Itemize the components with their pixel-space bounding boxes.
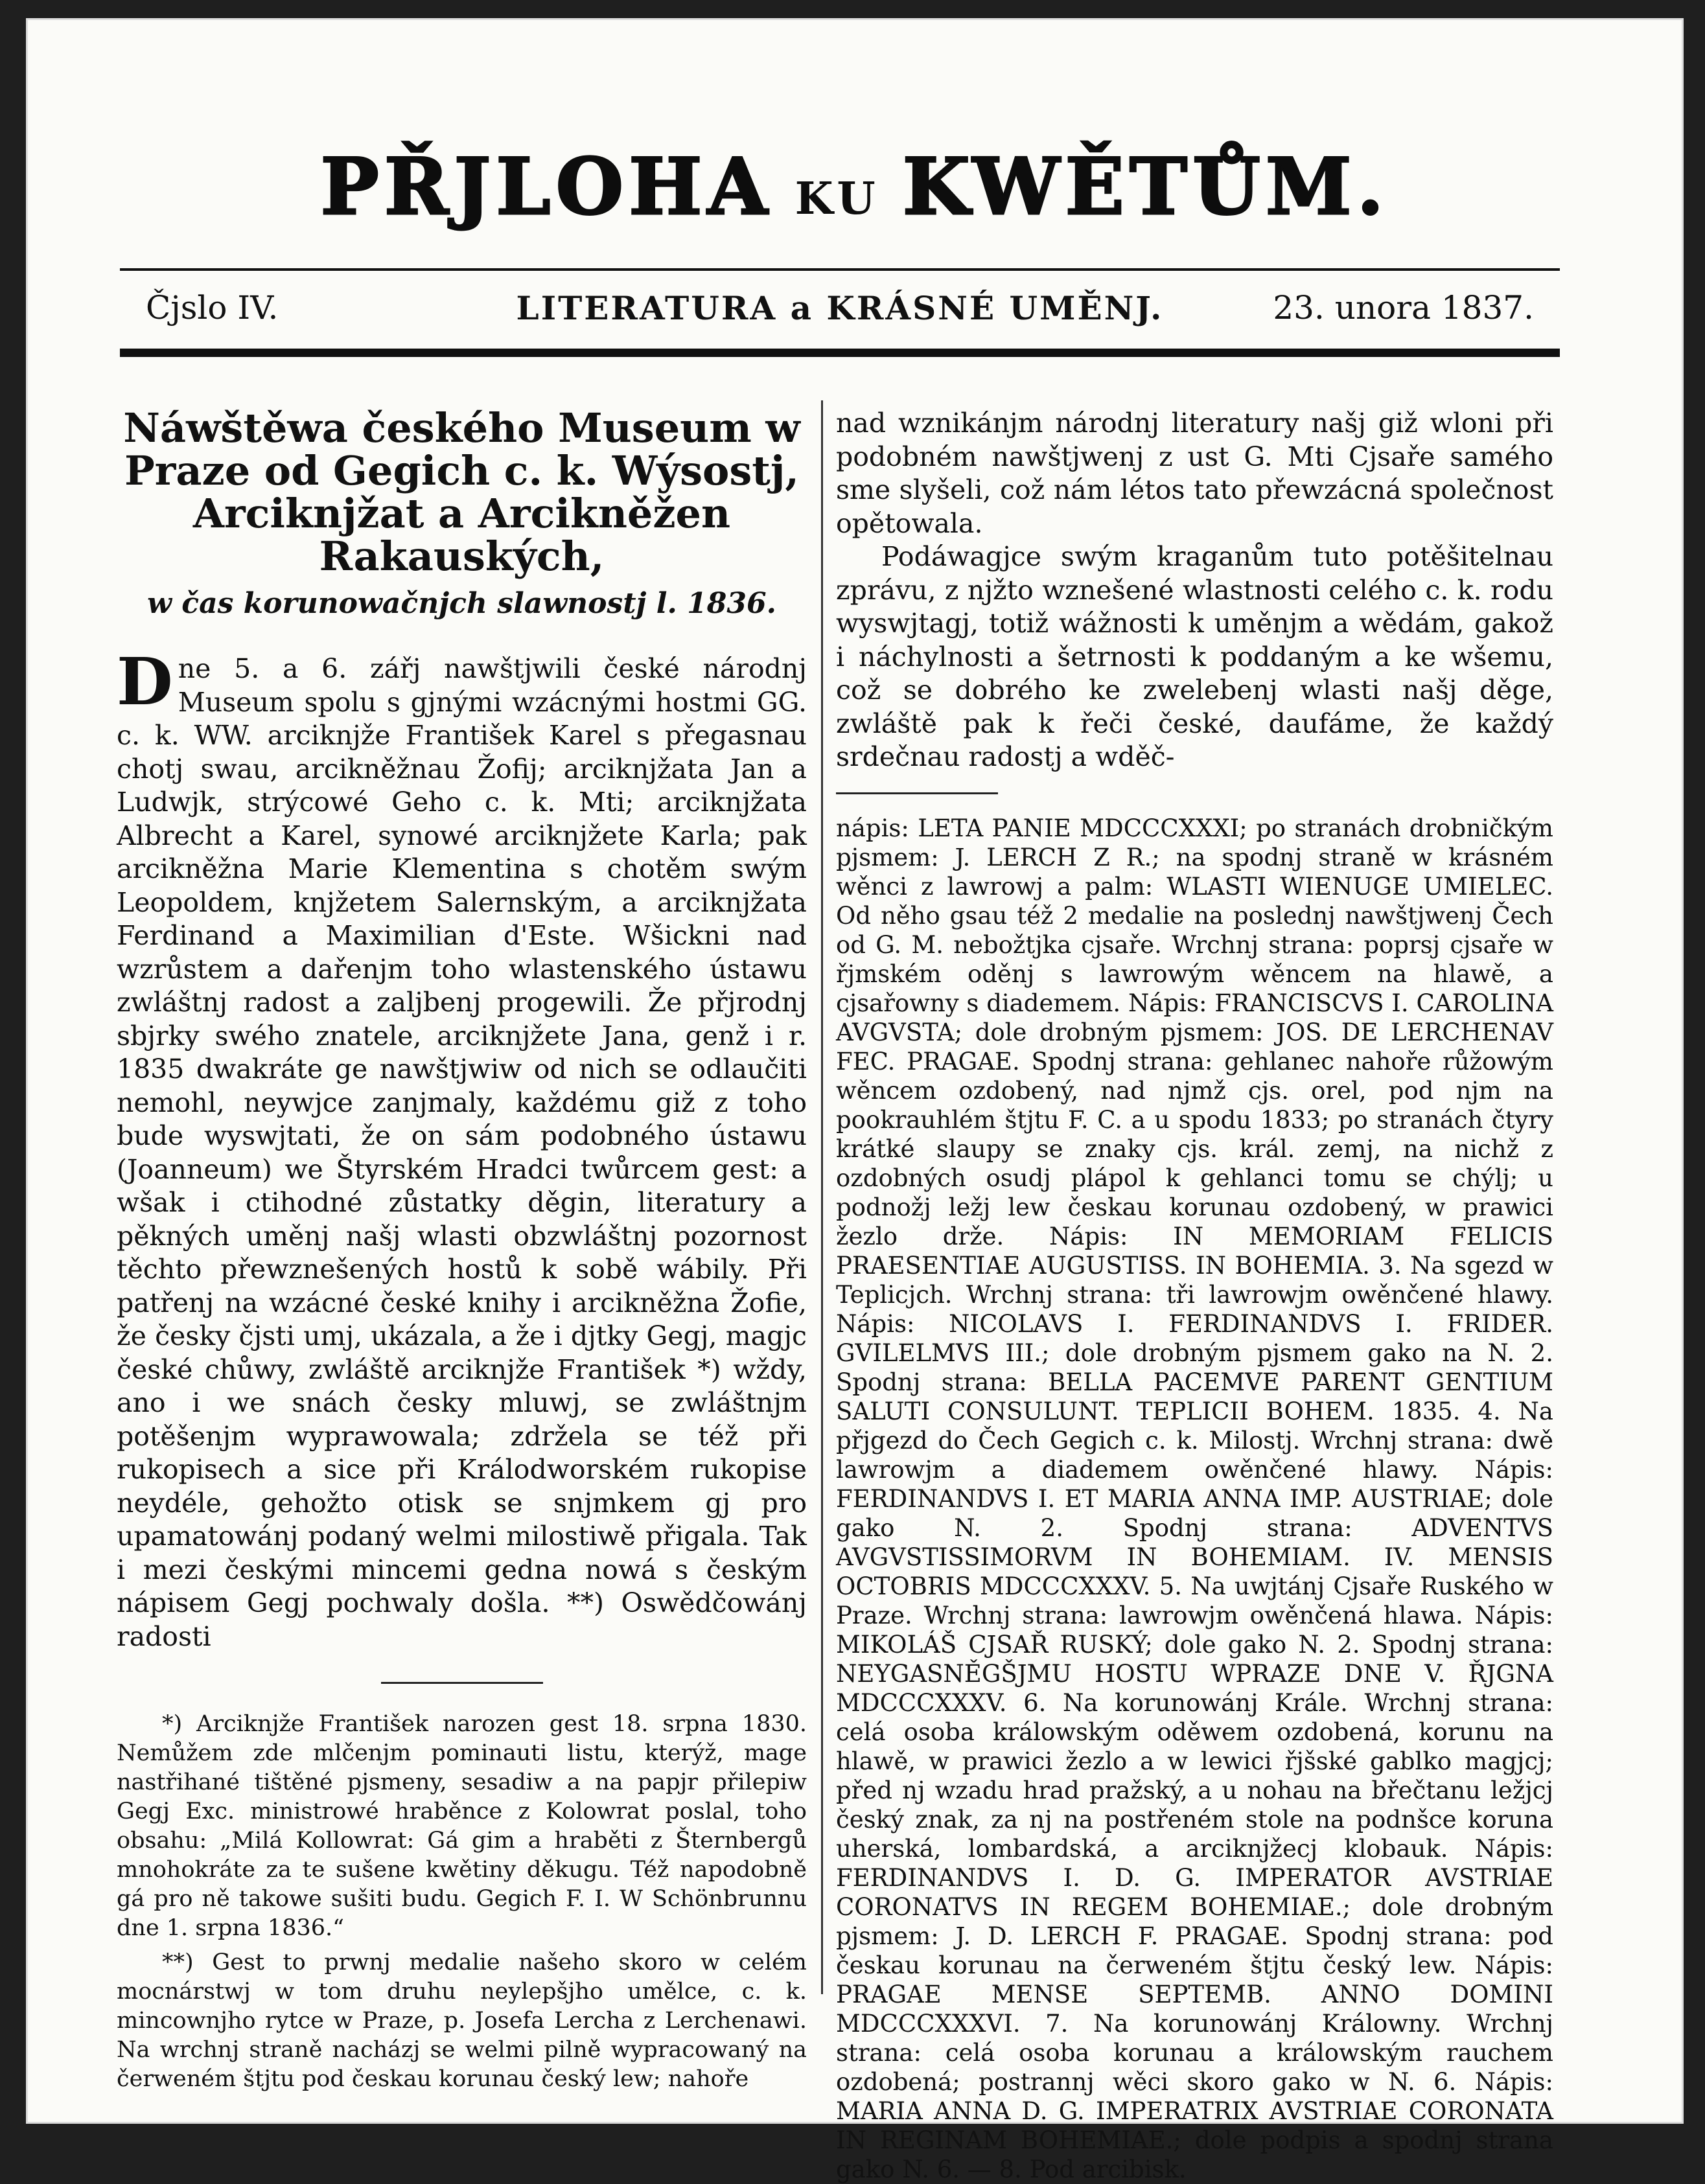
article-title: Náwštěwa českého Museum w Praze od Gegich c. k. Wýsostj, Arciknjžat a Arcikněžen Rakauských, — [123, 404, 800, 580]
masthead-title-mid: KU — [795, 173, 881, 225]
footnote-2-continued: nápis: LETA PANIE MDCCCXXXI; po stranách drobničkým pjsmem: J. LERCH Z R.; na spodnj straně w krásném wěnci z lawrowj a palm: WLASTI WIENUGE UMIELEC. Od něho gsau též 2 medalie na poslednj nawštjwenj Čech od G. M. nebožtjka cjsaře. Wrchnj strana: poprsj cjsaře w řjmském oděnj s lawrowým wěncem na hlawě, a cjsařowny s diademem. Nápis: FRANCISCVS I. CAROLINA AVGVSTA; dole drobným pjsmem: JOS. DE LERCHENAV FEC. PRAGAE. Spodnj strana: gehlanec nahoře růžowým wěncem ozdobený, nad njmž cjs. orel, pod njm na pookrauhlém štjtu F. C. a u spodu 1833; po stranách čtyry krátké slaupy se znaky cjs. král. zemj, na nichž z ozdobných osudj plápol k gehlanci tomu se chýlj; u podnožj ležj lew českau korunau ozdobený, w prawici žezlo drže. Nápis: IN MEMORIAM FELICIS PRAESENTIAE AUGUSTISS. IN BOHEMIA. 3. Na sgezd w Teplicjch. Wrchnj strana: tři lawrowjm owěnčené hlawy. Nápis: NICOLAVS I. FERDINANDVS I. FRIDER. GVILELMVS III.; dole drobným pjsmem gako na N. 2. Spodnj strana: BELLA PACEMVE PARENT GENTIUM SALUTI CONSULUNT. TEPLICII BOHEM. 1835. 4. Na přjgezd do Čech Gegich c. k. Milostj. Wrchnj strana: dwě lawrowjm a diademem owěnčené hlawy. Nápis: FERDINANDVS I. ET MARIA ANNA IMP. AUSTRIAE; dole gako N. 2. Spodnj strana: ADVENTVS AVGVSTISSIMORVM IN BOHEMIAM. IV. MENSIS OCTOBRIS MDCCCXXXV. 5. Na uwjtánj Cjsaře Ruského w Praze. Wrchnj strana: lawrowjm owěnčená hlawa. Nápis: MIKOLÁŠ CJSAŘ RUSKÝ; dole gako N. 2. Spodnj strana: NEYGASNĚGŠJMU HOSTU WPRAZE DNE V. ŘJGNA MDCCCXXXV. 6. Na korunowánj Krále. Wrchnj strana: celá osoba králowským oděwem ozdobená, korunu na hlawě, w prawici žezlo a w lewici řjšské gablko magjcj; před nj wzadu hrad pražský, a u nohau na břečtanu ležjcj český znak, za nj na postřeném stole na podnšce koruna uherská, lombardská, a arciknjžecj klobauk. Nápis: FERDINANDVS I. D. G. IMPERATOR AVSTRIAE CORONATVS IN REGEM BOHEMIAE.; dole drobným pjsmem: J. D. LERCH F. PRAGAE. Spodnj strana: pod českau korunau na čerweném štjtu český lew. Nápis: PRAGAE MENSE SEPTEMB. ANNO DOMINI MDCCCXXXVI. 7. Na korunowánj Králowny. Wrchnj strana: celá osoba korunau a králowským rauchem ozdobená; postrannj wěci skoro gako w N. 6. Nápis: MARIA ANNA D. G. IMPERATRIX AVSTRIAE CORONATA IN REGINAM BOHEMIAE.; dole podpis a spodnj strana gako N. 6. — 8. Pod arcibisk. — [836, 814, 1553, 2183]
masthead — [26, 141, 1684, 233]
issue-number: Čjslo IV. — [146, 289, 279, 327]
article-paragraph-right-1: nad wznikánjm národnj literatury našj giž wloni při podobném nawštjwenj z ust G. Mti Cjsaře samého sme slyšeli, což nám létos tato přewzácná společnost opětowala. — [836, 408, 1553, 539]
drop-cap: D — [117, 643, 173, 720]
header-double-rule — [120, 349, 1560, 357]
footnote-2: **) Gest to prwnj medalie našeho skoro w celém mocnárstwj w tom druhu neylepšjho umělce, c. k. mincownjho rytce w Praze, p. Josefa Lercha z Lerchenawi. Na wrchnj straně nacházj se welmi pilně wypracowaný na čerweném štjtu pod českau korunau český lew; nahoře — [117, 1949, 807, 2092]
issue-section: LITERATURA a KRÁSNÉ UMĚNJ. — [516, 289, 1164, 327]
footnote-rule-right — [836, 792, 998, 794]
article-subtitle: w čas korunowačnjch slawnostj l. 1836. — [147, 587, 776, 620]
masthead-title-left: PŘJLOHA — [320, 141, 773, 233]
article-body — [117, 643, 807, 1653]
masthead-title-right: KWĚTŮM. — [902, 141, 1389, 233]
issue-bar — [120, 289, 1560, 334]
right-column — [836, 407, 1553, 2184]
left-column — [117, 404, 807, 2094]
footnote-1: *) Arciknjže František narozen gest 18. srpna 1830. Nemůžem zde mlčenjm pominauti listu, kterýž, mage nastřihané tištěné pjsmeny, sesadiw a na papjr přilepiw Gegj Exc. ministrowé hraběnce z Kolowrat poslal, toho obsahu: „Milá Kollowrat: Gá gim a hraběti z Šternbergů mnohokráte za te sušene kwětiny děkugu. Též napodobně gá pro ně takowe sušiti budu. Gegich F. I. W Schönbrunnu dne 1. srpna 1836.“ — [117, 1711, 807, 1941]
article-paragraph-right-2: Podáwagjce swým kraganům tuto potěšitelnau zprávu, z njžto wznešené wlastnosti celého c. k. rodu wyswjtagj, totiž wážnosti k uměnjm a wědám, gakož i náchylnosti a šetrnosti k poddaným a ke wšemu, což se dobrého ke zwelebenj wlasti našj děge, zwláště pak k řeči české, daufáme, že každý srdečnau radostj a wděč- — [836, 541, 1553, 772]
footnote-rule — [381, 1682, 543, 1684]
article-paragraph-1: ne 5. a 6. zářj nawštjwili české národnj Museum spolu s gjnými wzácnými hostmi GG. c. k. WW. arciknjže František Karel s přegasnau chotj swau, arcikněžnau Žofij; arciknjžata Jan a Ludwjk, strýcowé Geho c. k. Mti; arciknjžata Albrecht a Karel, synowé arciknjžete Karla; pak arcikněžna Marie Klementina s chotěm swým Leopoldem, knjžetem Salernským, a arciknjžata Ferdinand a Maximilian d'Este. Wšickni nad wzrůstem a dařenjm toho wlastenského ústawu zwláštnj radost a zaljbenj progewili. Že přjrodnj sbjrky swého znatele, arciknjžete Jana, genž i r. 1835 dwakráte ge nawštjwiw od nich se odlaučiti nemohl, neywjce zanjmaly, každému giž z toho bude wyswjtati, že on sám podobného ústawu (Joanneum) we Štyrském Hradci twůrcem gest: a wšak i ctihodné zůstatky děgin, literatury a pěkných uměnj našj wlasti obzwláštnj pozornost těchto přewznešených hostů k sobě wábily. Při patřenj na wzácné české knihy i arcikněžna Žofie, že česky čjsti umj, ukázala, a že i djtky Gegj, magjc české chůwy, zwláště arciknjže František *) wždy, ano i we snách česky mluwj, se zwláštnjm potěšenjm wyprawowala; zdržela se též při rukopisech a sice při Králodworském rukopise neydéle, gehožto otisk se snjmkem gj pro upamatowánj podaný welmi milostiwě přigala. Tak i mezi českými mincemi gedna nowá s českým nápisem Gegj pochwaly došla. **) Oswědčowánj radosti — [117, 653, 807, 1652]
top-rule — [120, 268, 1560, 271]
column-divider — [821, 400, 823, 1994]
issue-date: 23. unora 1837. — [1273, 289, 1534, 327]
newspaper-page — [26, 18, 1684, 2183]
